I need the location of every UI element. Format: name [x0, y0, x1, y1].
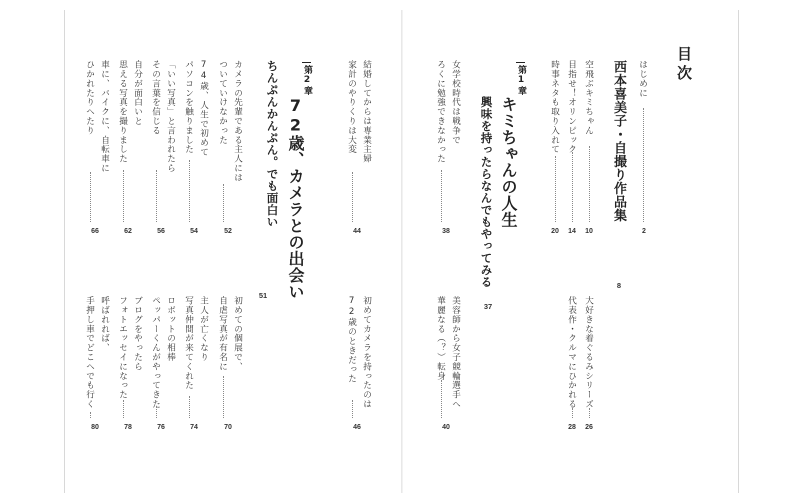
toc-entry-line: 呼ばれれば、 — [99, 296, 110, 353]
chapter-subtitle: 興味を持ったらなんでもやってみる — [479, 96, 494, 288]
leader-dots — [223, 184, 225, 222]
toc-entry-line: 華麗なる（？）転身 — [435, 296, 446, 381]
leader-dots — [189, 160, 191, 222]
page-number: 37 — [483, 302, 493, 311]
page-number: 54 — [190, 228, 198, 235]
leader-dots — [352, 400, 354, 418]
toc-entry-line: カメラの先輩である主人には — [232, 60, 243, 183]
leader-dots — [572, 152, 574, 222]
leader-dots — [572, 408, 574, 418]
toc-entry-line: 車に、バイクに、自転車に — [99, 60, 110, 173]
chapter-label: 第2章 — [302, 62, 311, 96]
toc-entry-line: ろくに勉強できなかった — [435, 60, 446, 164]
toc-entry-line: 74歳、人生で初めて — [198, 60, 209, 157]
toc-entry-line: ロボットの相棒 — [165, 296, 176, 362]
book-gutter — [401, 10, 403, 493]
page-number: 70 — [224, 424, 232, 431]
toc-entry: 空飛ぶキミちゃん — [583, 60, 594, 136]
toc-entry-line: 「いい写真」と言われたら — [165, 60, 176, 173]
toc-entry: 代表作・クルマにひかれる — [566, 296, 577, 409]
page-number: 74 — [190, 424, 198, 431]
toc-entry-line: 家計のやりくりは大変 — [346, 60, 357, 154]
toc-entry-line: ひかれたりへたり — [84, 60, 95, 136]
leader-dots — [123, 170, 125, 222]
toc-entry-line: 初めてカメラを持ったのは — [361, 296, 372, 409]
toc-entry-line: 結婚してからは専業主婦 — [361, 60, 372, 164]
chapter-title: 72歳、カメラとの出会い — [286, 96, 305, 300]
page-number: 20 — [551, 228, 559, 235]
toc-entry-line: 写真仲間が来てくれた — [183, 296, 194, 390]
toc-entry-line: 手押し車でどこへでも行く — [84, 296, 95, 409]
toc-entry-line: 女学校時代は戦争で — [450, 60, 461, 145]
leader-dots — [555, 156, 557, 222]
page-number: 2 — [642, 228, 646, 235]
leader-dots — [352, 172, 354, 222]
toc-entry-intro: はじめに — [637, 60, 648, 98]
page-number: 10 — [585, 228, 593, 235]
toc-entry: 時事ネタも取り入れて — [549, 60, 560, 154]
toc-entry-line: ついていけなかった — [217, 60, 228, 145]
page-number: 51 — [258, 291, 268, 300]
leader-dots — [90, 412, 92, 418]
page-number: 44 — [353, 228, 361, 235]
section-title: 西本喜美子・自撮り作品集 — [611, 60, 626, 222]
toc-entry-line: 初めての個展で、 — [232, 296, 243, 372]
page-number: 38 — [442, 228, 450, 235]
leader-dots — [643, 108, 645, 222]
toc-entry-line: 美容師から女子競輪選手へ — [450, 296, 461, 409]
chapter-subtitle: ちんぷんかんぷん。でも面白い — [265, 60, 280, 228]
leader-dots — [189, 396, 191, 418]
leader-dots — [90, 172, 92, 222]
toc-entry-line: フォトエッセイになった — [117, 296, 128, 400]
toc-entry-line: 思える写真を撮りました — [117, 60, 128, 164]
page-number: 66 — [91, 228, 99, 235]
page-number: 28 — [568, 424, 576, 431]
leader-dots — [441, 380, 443, 418]
toc-entry-line: その言葉を信じる — [150, 60, 161, 136]
toc-entry-line: 自虐写真が有名に — [217, 296, 228, 372]
leader-dots — [156, 406, 158, 418]
toc-entry: 目指せ！オリンピック — [566, 60, 577, 154]
page-number: 14 — [568, 228, 576, 235]
toc-entry: 大好きな着ぐるみシリーズ — [583, 296, 594, 409]
toc-title: 目次 — [675, 46, 693, 84]
page-number: 8 — [616, 281, 622, 290]
leader-dots — [589, 408, 591, 418]
leader-dots — [589, 146, 591, 222]
page-number: 26 — [585, 424, 593, 431]
page-number: 62 — [124, 228, 132, 235]
leader-dots — [223, 376, 225, 418]
toc-entry-line: 72歳のときだった — [346, 296, 357, 384]
toc-entry-line: ペッパーくんがやってきた — [150, 296, 161, 409]
toc-entry-line: ブログをやったら — [132, 296, 143, 372]
leader-dots — [156, 170, 158, 222]
page-number: 46 — [353, 424, 361, 431]
toc-entry-line: 自分が面白いと — [132, 60, 143, 126]
leader-dots — [441, 170, 443, 222]
page-number: 56 — [157, 228, 165, 235]
leader-dots — [123, 400, 125, 418]
page-number: 76 — [157, 424, 165, 431]
toc-entry-line: 主人が亡くなり — [198, 296, 209, 362]
page-number: 40 — [442, 424, 450, 431]
chapter-title: キミちゃんの人生 — [499, 96, 518, 228]
toc-entry-line: パソコンを触りました — [183, 60, 194, 154]
chapter-label: 第1章 — [516, 62, 525, 96]
page-number: 78 — [124, 424, 132, 431]
page-number: 52 — [224, 228, 232, 235]
page-number: 80 — [91, 424, 99, 431]
